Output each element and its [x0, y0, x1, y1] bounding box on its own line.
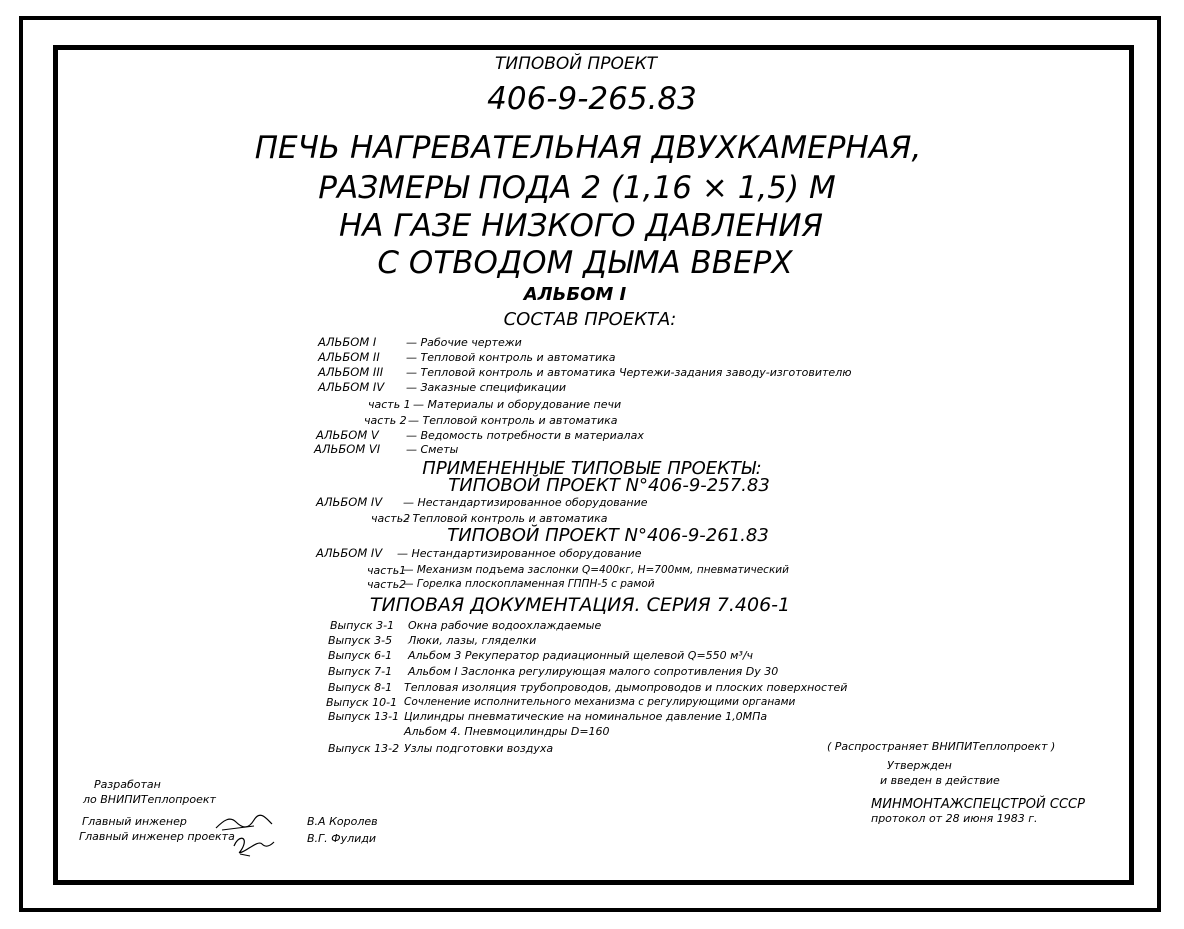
project-label: ТИПОВОЙ ПРОЕКТ	[494, 54, 658, 74]
composition-label: АЛЬБОМ IV	[318, 380, 385, 394]
series-label: Выпуск 13-1	[328, 710, 400, 723]
composition-text: — Рабочие чертежи	[406, 336, 522, 349]
title-line-2: РАЗМЕРЫ ПОДА 2 (1,16 × 1,5) М	[318, 170, 836, 206]
developer-line-1: Разработан	[94, 778, 161, 791]
applied-project-1-title: ТИПОВОЙ ПРОЕКТ N°406-9-257.83	[448, 475, 770, 496]
album-label: АЛЬБОМ I	[523, 284, 627, 305]
series-label: Выпуск 6-1	[328, 649, 393, 662]
applied-project-2-part2-label: часть2	[367, 578, 407, 591]
series-label: Выпуск 13-2	[328, 742, 400, 755]
composition-label: часть 1	[368, 398, 411, 411]
applied-project-2-part1-text: — Механизм подъема заслонки Q=400кг, H=700мм, пневматический	[403, 564, 789, 576]
applied-project-1-part-label: часть2	[371, 512, 411, 525]
approval-line-2: и введен в действие	[880, 774, 1000, 787]
signature-name: В.Г. Фулиди	[307, 832, 377, 845]
project-number: 406-9-265.83	[487, 81, 697, 117]
composition-text: — Тепловой контроль и автоматика	[408, 414, 618, 427]
composition-label: часть 2	[364, 414, 407, 427]
composition-text: — Заказные спецификации	[406, 381, 567, 394]
composition-text: — Тепловой контроль и автоматика Чертежи-задания заводу-изготовителю	[406, 366, 852, 379]
applied-project-2-part2-text: — Горелка плоскопламенная ГППН-5 с рамой	[403, 578, 655, 590]
approval-org: МИНМОНТАЖСПЕЦСТРОЙ СССР	[871, 797, 1085, 812]
composition-label: АЛЬБОМ V	[316, 428, 379, 442]
approval-line-1: Утвержден	[887, 759, 952, 772]
composition-text: — Сметы	[406, 443, 459, 456]
series-text: Цилиндры пневматические на номинальное давление 1,0МПа	[404, 710, 768, 723]
series-text: Альбом 3 Рекуператор радиационный щелевой Q=550 м³/ч	[408, 649, 754, 662]
series-text: Люки, лазы, гляделки	[408, 634, 537, 647]
applied-heading: ПРИМЕНЕННЫЕ ТИПОВЫЕ ПРОЕКТЫ:	[422, 458, 762, 479]
composition-text: — Ведомость потребности в материалах	[406, 429, 644, 442]
series-text: Окна рабочие водоохлаждаемые	[408, 619, 602, 632]
series-text: Альбом 4. Пневмоцилиндры D=160	[404, 725, 610, 738]
series-label: Выпуск 3-5	[328, 634, 393, 647]
series-label: Выпуск 10-1	[326, 696, 398, 709]
composition-text: — Материалы и оборудование печи	[413, 398, 622, 411]
signature-name: В.А Королев	[307, 815, 378, 828]
developer-line-2: ло ВНИПИТеплопроект	[83, 793, 216, 806]
applied-project-2-part1-label: часть1	[367, 564, 407, 577]
approval-protocol: протокол от 28 июня 1983 г.	[871, 812, 1038, 825]
composition-label: АЛЬБОМ II	[318, 350, 380, 364]
applied-project-1-text: — Нестандартизированное оборудование	[403, 496, 648, 509]
title-line-1: ПЕЧЬ НАГРЕВАТЕЛЬНАЯ ДВУХКАМЕРНАЯ,	[254, 130, 922, 166]
series-heading: ТИПОВАЯ ДОКУМЕНТАЦИЯ. СЕРИЯ 7.406-1	[369, 594, 791, 616]
applied-project-1-label: АЛЬБОМ IV	[316, 495, 383, 509]
composition-heading: СОСТАВ ПРОЕКТА:	[503, 309, 677, 330]
signature-mark-1	[214, 812, 274, 834]
series-label: Выпуск 3-1	[330, 619, 395, 632]
series-text: Узлы подготовки воздуха	[404, 742, 554, 755]
signature-mark-2	[230, 832, 276, 858]
series-label: Выпуск 8-1	[328, 681, 393, 694]
applied-project-1-part-text: - Тепловой контроль и автоматика	[405, 512, 608, 525]
distribution-note: ( Распространяет ВНИПИТеплопроект )	[827, 740, 1056, 753]
series-text: Альбом I Заслонка регулирующая малого сопротивления Dy 30	[408, 665, 779, 678]
composition-text: — Тепловой контроль и автоматика	[406, 351, 616, 364]
title-line-4: С ОТВОДОМ ДЫМА ВВЕРХ	[377, 245, 793, 281]
series-text: Сочленение исполнительного механизма с регулирующими органами	[404, 696, 796, 708]
series-label: Выпуск 7-1	[328, 665, 393, 678]
signature-role: Главный инженер	[82, 815, 187, 828]
composition-label: АЛЬБОМ VI	[314, 442, 381, 456]
applied-project-2-label: АЛЬБОМ IV	[316, 546, 383, 560]
applied-project-2-title: ТИПОВОЙ ПРОЕКТ N°406-9-261.83	[447, 525, 769, 546]
series-text: Тепловая изоляция трубопроводов, дымопроводов и плоских поверхностей	[404, 681, 848, 694]
title-line-3: НА ГАЗЕ НИЗКОГО ДАВЛЕНИЯ	[338, 208, 824, 244]
signature-role: Главный инженер проекта	[79, 830, 235, 843]
applied-project-2-text: — Нестандартизированное оборудование	[397, 547, 642, 560]
composition-label: АЛЬБОМ III	[318, 365, 384, 379]
composition-label: АЛЬБОМ I	[318, 335, 377, 349]
